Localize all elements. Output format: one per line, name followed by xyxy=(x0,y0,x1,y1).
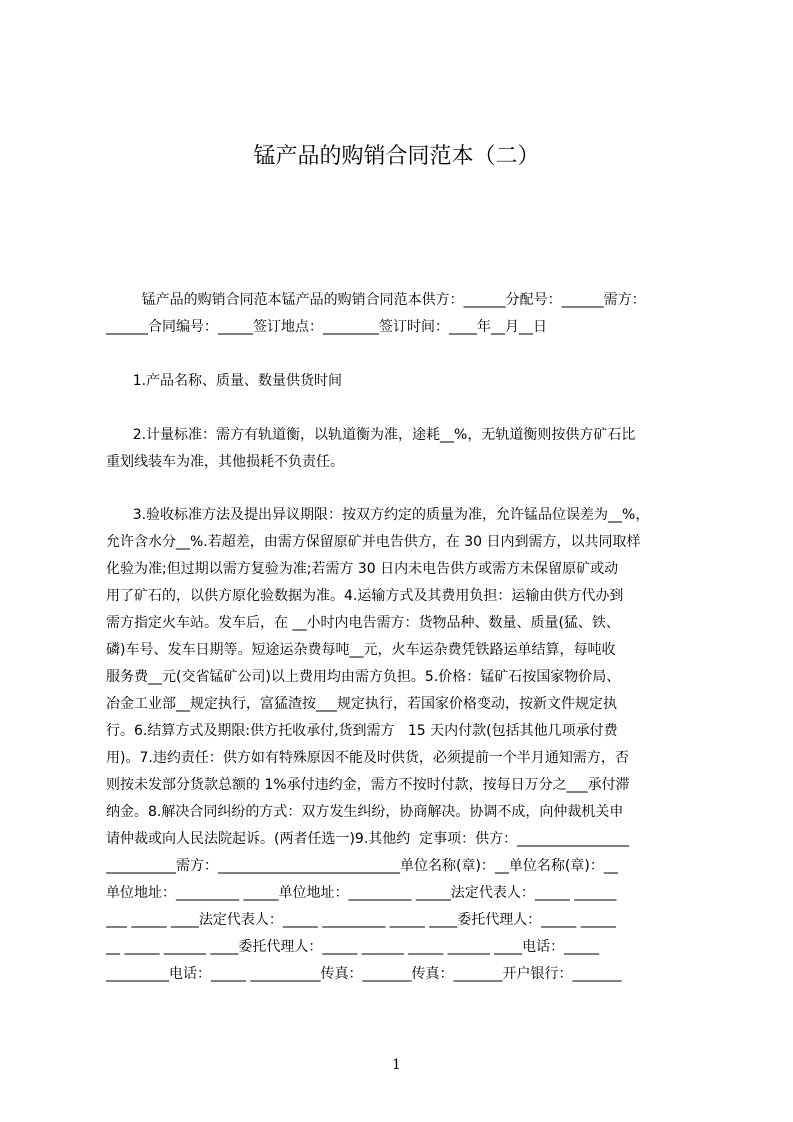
section-3-line: __________需方：__________________________单位名称(章)：__单位名称(章)：__ xyxy=(106,858,618,874)
section-3-line: ___ _____ ____法定代表人：_____ _________ _____ ____委托代理人：_____ _____ xyxy=(106,912,616,928)
document-title: 锰产品的购销合同范本（二） xyxy=(253,144,540,169)
section-2-line: 2.计量标准：需方有轨道衡，以轨道衡为准，途耗__%，无轨道衡则按供方矿石比 xyxy=(106,427,636,443)
section-3-line: 磷)车号、发车日期等。短途运杂费每吨__元，火车运杂费凭铁路运单结算，每吨收 xyxy=(106,642,616,658)
section-3-line: 行。6.结算方式及期限:供方托收承付,货到需方 15 天内付款(包括其他几项承付费 xyxy=(106,723,618,739)
section-2-paragraph xyxy=(106,422,698,476)
section-3-line: 服务费__元(交省锰矿公司)以上费用均由需方负担。5.价格：锰矿石按国家物价局、 xyxy=(106,669,621,685)
section-3-line: 化验为准;但过期以需方复验为准;若需方 30 日内未电告供方或需方未保留原矿或动 xyxy=(106,561,619,577)
section-3-line: 需方指定火车站。发车后，在 __小时内电告需方：货物品种、数量、质量(猛、铁、 xyxy=(106,615,620,631)
intro-line: ______合同编号：_____签订地点：________签订时间：____年__月__日 xyxy=(106,319,547,335)
page-number: 1 xyxy=(392,1057,401,1073)
intro-paragraph xyxy=(106,287,698,341)
section-2-line: 重划线装车为准，其他损耗不负责任。 xyxy=(106,454,344,470)
section-3-line: 冶金工业部__规定执行，富猛渣按___规定执行，若国家价格变动，按新文件规定执 xyxy=(106,696,617,712)
section-1-paragraph xyxy=(106,368,698,395)
section-3-line: 则按未发部分货款总额的 1%承付违约金，需方不按时付款，按每日万分之___承付滞 xyxy=(106,777,630,793)
section-1-line: 1.产品名称、质量、数量供货时间 xyxy=(106,373,343,389)
section-3-line: 用)。7.违约责任：供方如有特殊原因不能及时供货，必须提前一个半月通知需方，否 xyxy=(106,750,629,766)
section-3-line: 3.验收标准方法及提出异议期限：按双方约定的质量为准，允许锰品位误差为__%， xyxy=(106,507,650,523)
section-3-line: __ _____ ______ ____委托代理人：_____ ______ _____ ______ ____电话：_____ xyxy=(106,939,600,955)
section-3-line: 纳金。8.解决合同纠纷的方式：双方发生纠纷，协商解决。协调不成，向仲裁机关申 xyxy=(106,804,624,820)
section-3-line: 单位地址：_________ _____单位地址：_________ _____法定代表人：_____ ______ xyxy=(106,885,617,901)
section-3-line: 请仲裁或向人民法院起诉。(两者任选一)9.其他约 定事项：供方：________________ xyxy=(106,831,630,847)
section-3-line: 用了矿石的，以供方原化验数据为准。4.运输方式及其费用负担：运输由供方代办到 xyxy=(106,588,624,604)
section-3-line: _________电话：_____ __________传真：_______传真：_______开户银行：_______ xyxy=(106,966,622,982)
section-3-paragraph xyxy=(106,502,698,988)
intro-line: 锰产品的购销合同范本锰产品的购销合同范本供方：______分配号：______需方： xyxy=(106,292,646,308)
section-3-line: 允许含水分__%.若超差，由需方保留原矿并电告供方，在 30 日内到需方，以共同取样 xyxy=(106,534,641,550)
